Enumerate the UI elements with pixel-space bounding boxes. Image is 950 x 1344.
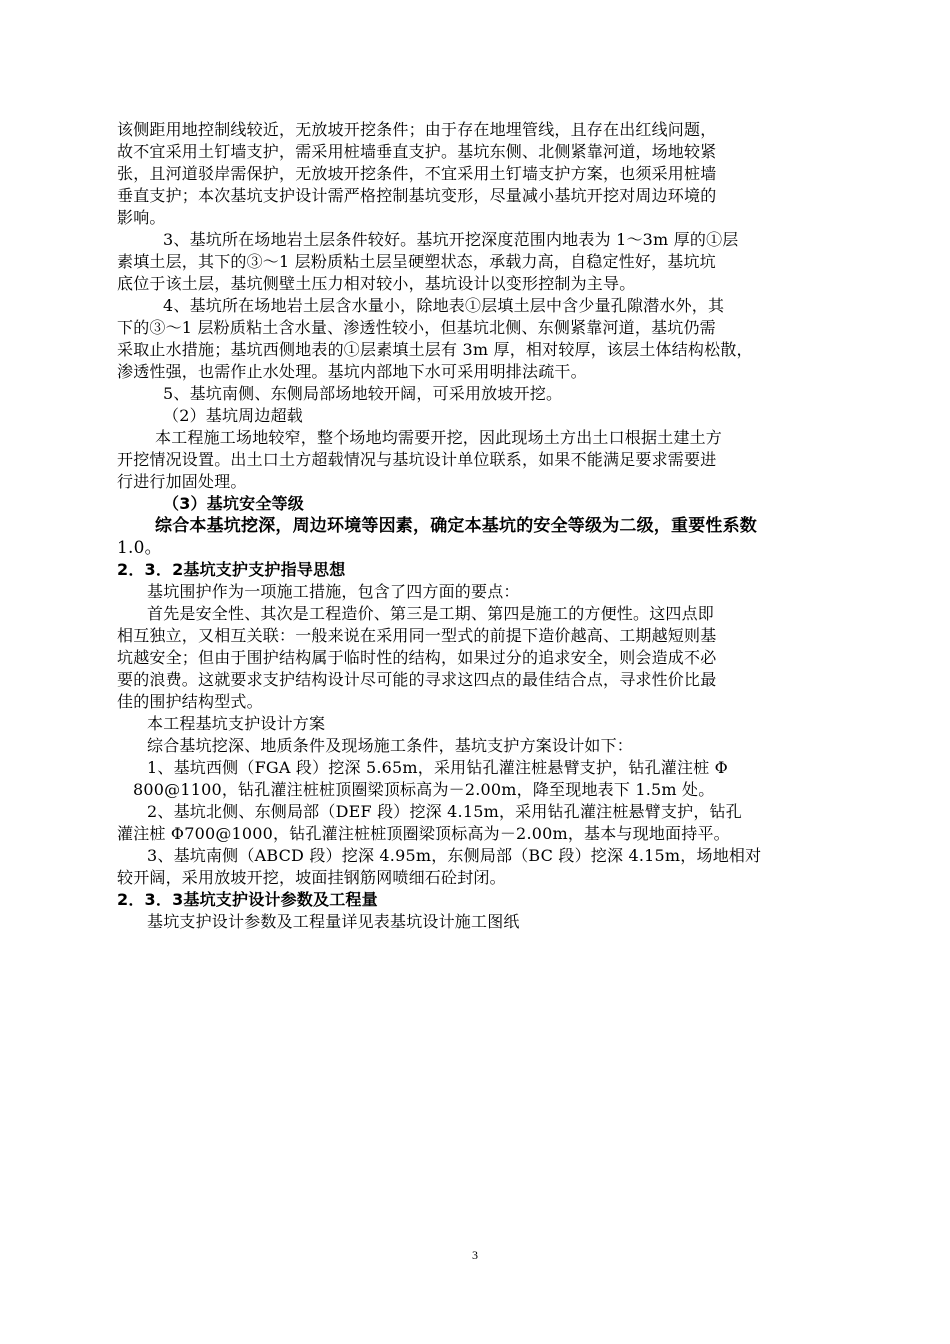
paragraph-line: 800@1100，钻孔灌注桩桩顶圈梁顶标高为－2.00m，降至现地表下 1.5m 处。 [133, 780, 715, 799]
paragraph-line: 本工程基坑支护设计方案 [147, 714, 326, 733]
paragraph-line: 基坑围护作为一项施工措施，包含了四方面的要点： [147, 582, 520, 601]
paragraph-line: 坑越安全；但由于围护结构属于临时性的结构，如果过分的追求安全，则会造成不必 [117, 648, 717, 667]
paragraph-line: 3、基坑所在场地岩土层条件较好。基坑开挖深度范围内地表为 1～3m 厚的①层 [163, 230, 739, 249]
paragraph-line: 采取止水措施；基坑西侧地表的①层素填土层有 3m 厚，相对较厚，该层土体结构松散， [117, 340, 753, 359]
paragraph-line: 基坑支护设计参数及工程量详见表基坑设计施工图纸 [147, 912, 520, 931]
paragraph-line: 2、基坑北侧、东侧局部（DEF 段）挖深 4.15m，采用钻孔灌注桩悬臂支护，钻孔 [147, 802, 742, 821]
section-heading: 2．3．2基坑支护支护指导思想 [117, 560, 346, 579]
paragraph-line: 5、基坑南侧、东侧局部场地较开阔，可采用放坡开挖。 [163, 384, 563, 403]
paragraph-line: 3、基坑南侧（ABCD 段）挖深 4.95m，东侧局部（BC 段）挖深 4.15m，场地相对 [147, 846, 762, 865]
emphasis-line: 综合本基坑挖深，周边环境等因素，确定本基坑的安全等级为二级，重要性系数 [155, 516, 757, 536]
paragraph-line: 本工程施工场地较窄，整个场地均需要开挖，因此现场土方出土口根据土建土方 [155, 428, 723, 447]
paragraph-line: 1、基坑西侧（FGA 段）挖深 5.65m，采用钻孔灌注桩悬臂支护，钻孔灌注桩 Φ [147, 758, 728, 777]
paragraph-line: 底位于该土层，基坑侧壁土压力相对较小，基坑设计以变形控制为主导。 [117, 274, 636, 293]
paragraph-line: 综合基坑挖深、地质条件及现场施工条件，基坑支护方案设计如下： [147, 736, 634, 755]
paragraph-line: 影响。 [117, 208, 166, 227]
paragraph-line: 故不宜采用土钉墙支护，需采用桩墙垂直支护。基坑东侧、北侧紧靠河道，场地较紧 [117, 142, 717, 161]
paragraph-line: 张，且河道驳岸需保护，无放坡开挖条件，不宜采用土钉墙支护方案，也须采用桩墙 [117, 164, 717, 183]
paragraph-line: 渗透性强，也需作止水处理。基坑内部地下水可采用明排法疏干。 [117, 362, 587, 381]
paragraph-line: 要的浪费。这就要求支护结构设计尽可能的寻求这四点的最佳结合点，寻求性价比最 [117, 670, 717, 689]
paragraph-line: 行进行加固处理。 [117, 472, 247, 491]
paragraph-line: 该侧距用地控制线较近，无放坡开挖条件；由于存在地埋管线，且存在出红线问题， [117, 120, 717, 139]
subsection-heading: （3）基坑安全等级 [163, 494, 304, 513]
paragraph-line: 较开阔，采用放坡开挖，坡面挂钢筋网喷细石砼封闭。 [117, 868, 506, 887]
paragraph-line: 首先是安全性、其次是工程造价、第三是工期、第四是施工的方便性。这四点即 [147, 604, 715, 623]
paragraph-line: 垂直支护；本次基坑支护设计需严格控制基坑变形，尽量减小基坑开挖对周边环境的 [117, 186, 717, 205]
paragraph-line: 相互独立，又相互关联：一般来说在采用同一型式的前提下造价越高、工期越短则基 [117, 626, 717, 645]
emphasis-line: 1.0。 [117, 538, 162, 558]
paragraph-line: 佳的围护结构型式。 [117, 692, 263, 711]
section-heading: 2．3．3基坑支护设计参数及工程量 [117, 890, 378, 909]
paragraph-line: 4、基坑所在场地岩土层含水量小，除地表①层填土层中含少量孔隙潜水外，其 [163, 296, 725, 315]
paragraph-line: 下的③～1 层粉质粘土含水量、渗透性较小，但基坑北侧、东侧紧靠河道，基坑仍需 [117, 318, 716, 337]
paragraph-line: 素填土层，其下的③～1 层粉质粘土层呈硬塑状态，承载力高，自稳定性好，基坑坑 [117, 252, 716, 271]
paragraph-line: 灌注桩 Φ700@1000，钻孔灌注桩桩顶圈梁顶标高为－2.00m，基本与现地面持平。 [117, 824, 730, 843]
subsection-heading: （2）基坑周边超载 [163, 406, 303, 425]
page-number: 3 [472, 1248, 478, 1262]
paragraph-line: 开挖情况设置。出土口土方超载情况与基坑设计单位联系，如果不能满足要求需要进 [117, 450, 717, 469]
